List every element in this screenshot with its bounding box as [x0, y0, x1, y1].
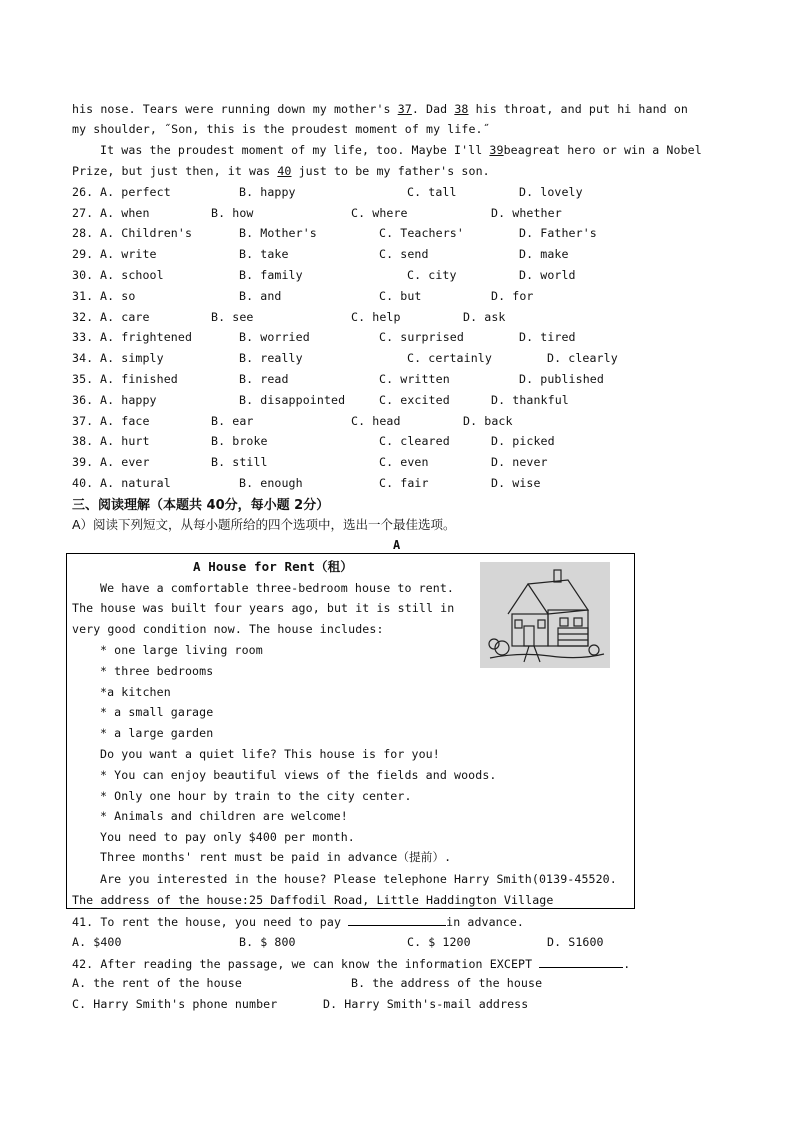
section-instruction: A）阅读下列短文，从每小题所给的四个选项中，选出一个最佳选项。 — [72, 517, 456, 532]
blank-39: 39 — [489, 143, 504, 157]
cloze-question-row — [72, 372, 732, 388]
option-b: B. the address of the house — [351, 976, 543, 990]
option-c: C. but — [379, 289, 422, 303]
option-c: C. fair — [379, 476, 429, 490]
advert-intro-3: very good condition now. The house includes: — [72, 622, 384, 636]
question-number: 39. — [72, 455, 94, 469]
option-c: C. surprised — [379, 330, 464, 344]
question-42-options-1 — [72, 976, 732, 992]
question-text: 41. To rent the house, you need to pay — [72, 915, 349, 929]
advert-perk: * Only one hour by train to the city center. — [100, 789, 412, 803]
cloze-question-row — [72, 330, 732, 346]
advert-pay: You need to pay only $400 per month. — [100, 830, 355, 844]
option-d: D. Father's — [519, 226, 597, 240]
advert-contact: Are you interested in the house? Please telephone Harry Smith(0139-45520. — [100, 872, 617, 886]
option-c: C. send — [379, 247, 429, 261]
advert-title: A House for Rent（租） — [193, 559, 353, 574]
advert-advance: Three months' rent must be paid in advance（提前）. — [100, 850, 452, 864]
option-d: D. ask — [463, 310, 506, 324]
option-a: A. face — [100, 414, 150, 428]
advert-perk: * Animals and children are welcome! — [100, 809, 348, 823]
option-d: D. clearly — [547, 351, 618, 365]
option-b: B. enough — [239, 476, 303, 490]
blank-40: 40 — [277, 164, 292, 178]
question-number: 26. — [72, 185, 94, 199]
question-text: 42. After reading the passage, we can know the information EXCEPT — [72, 957, 540, 971]
question-number: 29. — [72, 247, 94, 261]
option-a: A. finished — [100, 372, 178, 386]
advert-item: * a small garage — [100, 705, 214, 719]
advert-item: * one large living room — [100, 643, 263, 657]
question-number: 31. — [72, 289, 94, 303]
option-a: A. school — [100, 268, 164, 282]
option-c: C. cleared — [379, 434, 450, 448]
cloze-question-row — [72, 226, 732, 242]
cloze-question-row — [72, 351, 732, 367]
question-number: 36. — [72, 393, 94, 407]
house-picture — [480, 562, 610, 668]
advert-quiet: Do you want a quiet life? This house is for you! — [100, 747, 440, 761]
option-a: A. Children's — [100, 226, 193, 240]
question-number: 27. — [72, 206, 94, 220]
option-b: B. broke — [211, 434, 268, 448]
question-number: 37. — [72, 414, 94, 428]
question-number: 40. — [72, 476, 94, 490]
passage-text: beagreat hero or win a Nobel — [503, 143, 702, 157]
blank-37: 37 — [397, 102, 412, 116]
cloze-question-row — [72, 476, 732, 492]
advert-item: * a large garden — [100, 726, 214, 740]
cloze-question-row — [72, 393, 732, 409]
option-b: B. read — [239, 372, 289, 386]
option-b: B. ear — [211, 414, 254, 428]
question-42-options-2 — [72, 997, 732, 1013]
option-a: A. write — [100, 247, 157, 261]
cloze-question-row — [72, 434, 732, 450]
option-c: C. where — [351, 206, 408, 220]
passage-text: his nose. Tears were running down my mother's — [72, 102, 398, 116]
passage-text: his throat, and put hi hand on — [468, 102, 688, 116]
question-text: . — [623, 957, 631, 971]
option-a: A. $400 — [72, 935, 122, 949]
option-a: A. ever — [100, 455, 150, 469]
question-42-stem — [72, 956, 630, 971]
option-c: C. help — [351, 310, 401, 324]
option-d: D. picked — [491, 434, 555, 448]
question-number: 28. — [72, 226, 94, 240]
option-a: A. simply — [100, 351, 164, 365]
option-c: C. $ 1200 — [407, 935, 471, 949]
option-b: B. how — [211, 206, 254, 220]
option-b: B. happy — [239, 185, 296, 199]
blank-38: 38 — [454, 102, 469, 116]
option-c: C. Harry Smith's phone number — [72, 997, 278, 1011]
question-41-stem — [72, 914, 524, 929]
cloze-question-row — [72, 247, 732, 263]
option-c: C. written — [379, 372, 450, 386]
option-c: C. city — [407, 268, 457, 282]
option-b: B. Mother's — [239, 226, 317, 240]
option-d: D. wise — [491, 476, 541, 490]
option-a: A. perfect — [100, 185, 171, 199]
passage-text: just to be my father's son. — [291, 164, 490, 178]
option-c: C. excited — [379, 393, 450, 407]
advert-perk: * You can enjoy beautiful views of the fields and woods. — [100, 768, 497, 782]
answer-blank — [539, 956, 623, 968]
option-a: A. hurt — [100, 434, 150, 448]
cloze-question-row — [72, 414, 732, 430]
option-a: A. the rent of the house — [72, 976, 242, 990]
option-d: D. S1600 — [547, 935, 604, 949]
question-number: 32. — [72, 310, 94, 324]
option-c: C. even — [379, 455, 429, 469]
passage-text: Prize, but just then, it was — [72, 164, 278, 178]
question-number: 35. — [72, 372, 94, 386]
option-a: A. natural — [100, 476, 171, 490]
option-a: A. when — [100, 206, 150, 220]
advert-address: The address of the house:25 Daffodil Road, Little Haddington Village — [72, 893, 554, 907]
option-d: D. lovely — [519, 185, 583, 199]
cloze-question-row — [72, 455, 732, 471]
option-a: A. happy — [100, 393, 157, 407]
option-d: D. world — [519, 268, 576, 282]
passage-text: . Dad — [411, 102, 455, 116]
option-b: B. $ 800 — [239, 935, 296, 949]
question-text: in advance. — [446, 915, 525, 929]
advert-intro-2: The house was built four years ago, but it is still in — [72, 601, 455, 615]
advert-item: *a kitchen — [100, 685, 171, 699]
option-d: D. Harry Smith's-mail address — [323, 997, 529, 1011]
option-a: A. frightened — [100, 330, 193, 344]
cloze-question-row — [72, 185, 732, 201]
cloze-question-row — [72, 206, 732, 222]
answer-blank — [348, 914, 446, 926]
option-d: D. for — [491, 289, 534, 303]
question-number: 30. — [72, 268, 94, 282]
cloze-question-row — [72, 268, 732, 284]
house-sketch-icon — [480, 562, 610, 668]
option-c: C. Teachers' — [379, 226, 464, 240]
option-a: A. so — [100, 289, 136, 303]
passage-line-2: my shoulder, ˝Son, this is the proudest moment of my life.˝ — [72, 122, 490, 136]
passage-line-3 — [100, 143, 702, 157]
advert-intro-1: We have a comfortable three-bedroom house to rent. — [100, 581, 455, 595]
option-c: C. tall — [407, 185, 457, 199]
option-b: B. worried — [239, 330, 310, 344]
option-b: B. family — [239, 268, 303, 282]
option-d: D. thankful — [491, 393, 569, 407]
option-b: B. disappointed — [239, 393, 346, 407]
question-41-options — [72, 935, 732, 951]
option-d: D. tired — [519, 330, 576, 344]
option-d: D. never — [491, 455, 548, 469]
option-a: A. care — [100, 310, 150, 324]
option-b: B. take — [239, 247, 289, 261]
advert-item: * three bedrooms — [100, 664, 214, 678]
option-b: B. and — [239, 289, 282, 303]
option-b: B. still — [211, 455, 268, 469]
question-number: 34. — [72, 351, 94, 365]
option-d: D. make — [519, 247, 569, 261]
option-c: C. head — [351, 414, 401, 428]
option-d: D. whether — [491, 206, 562, 220]
option-c: C. certainly — [407, 351, 492, 365]
cloze-question-row — [72, 310, 732, 326]
passage-line-4 — [72, 164, 490, 178]
option-d: D. published — [519, 372, 604, 386]
question-number: 38. — [72, 434, 94, 448]
option-b: B. really — [239, 351, 303, 365]
cloze-question-row — [72, 289, 732, 305]
question-number: 33. — [72, 330, 94, 344]
passage-letter: A — [393, 538, 401, 552]
option-d: D. back — [463, 414, 513, 428]
section-heading: 三、阅读理解（本题共 40分，每小题 2分） — [72, 498, 330, 513]
passage-line-1 — [72, 102, 688, 116]
passage-text: It was the proudest moment of my life, too. Maybe I'll — [100, 143, 490, 157]
option-b: B. see — [211, 310, 254, 324]
